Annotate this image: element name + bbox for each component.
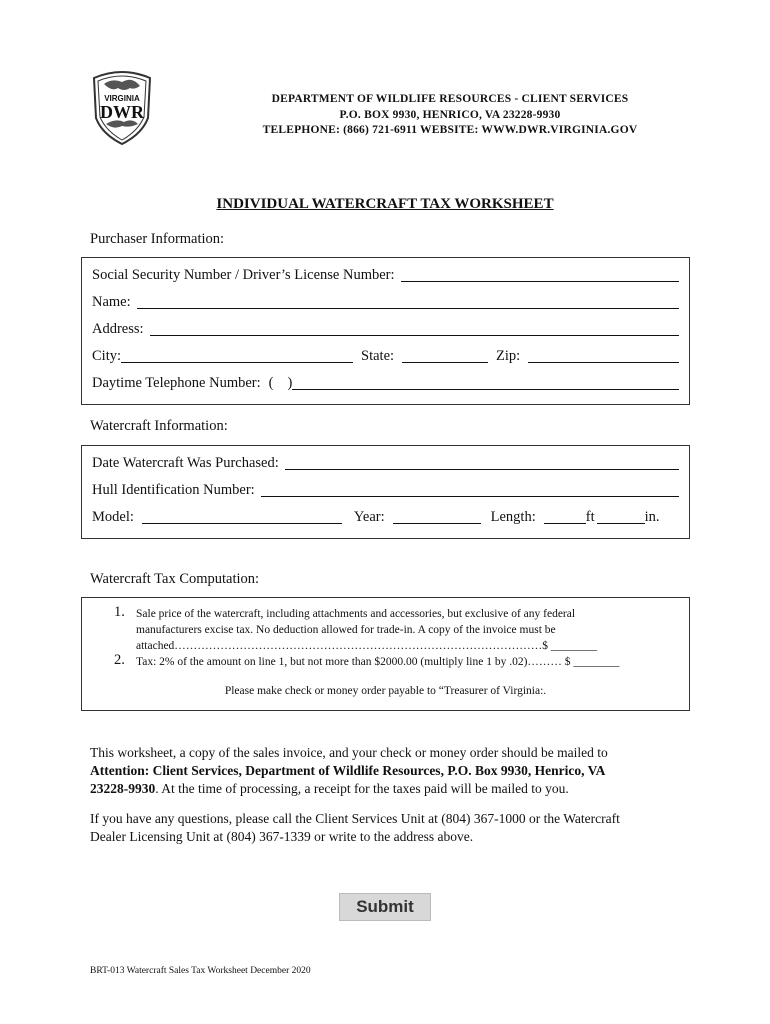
- mailing-text-d: . At the time of processing, a receipt for the taxes paid will be mailed to you.: [155, 781, 569, 796]
- item-1-number: 1.: [114, 604, 125, 620]
- item-1-line-1: Sale price of the watercraft, including attachments and accessories, but exclusive of any federal: [136, 608, 576, 620]
- year-label: Year:: [353, 509, 385, 525]
- name-label: Name:: [92, 294, 131, 310]
- purchase-date-field[interactable]: [285, 455, 679, 470]
- phone-field[interactable]: [292, 375, 679, 390]
- state-field[interactable]: [402, 348, 488, 363]
- model-field[interactable]: [142, 509, 342, 524]
- header-line-2: P.O. BOX 9930, HENRICO, VA 23228-9930: [339, 109, 561, 121]
- mailing-zip: 23228-9930: [90, 781, 156, 796]
- item-1-line-2: manufacturers excise tax. No deduction allowed for trade-in. A copy of the invoice must be: [136, 624, 556, 636]
- tax-box: [81, 597, 690, 711]
- logo-main-text: DWR: [100, 102, 144, 122]
- ft-label: ft: [585, 509, 595, 525]
- phone-close-paren: ): [287, 375, 293, 391]
- header-line-1: DEPARTMENT OF WILDLIFE RESOURCES - CLIENT SERVICES: [271, 93, 629, 105]
- length-label: Length:: [490, 509, 536, 525]
- hull-id-field[interactable]: [261, 482, 679, 497]
- address-label: Address:: [92, 321, 144, 337]
- mailing-paragraph: [90, 744, 690, 798]
- header-line-3: TELEPHONE: (866) 721-6911 WEBSITE: WWW.DWR.VIRGINIA.GOV: [262, 124, 638, 136]
- name-field[interactable]: [137, 294, 679, 309]
- item-1-line-3[interactable]: attached……………………………………………………………………………………$ ________: [136, 640, 597, 652]
- model-label: Model:: [92, 509, 134, 525]
- year-field[interactable]: [393, 509, 481, 524]
- questions-paragraph: [90, 810, 690, 846]
- purchase-date-label: Date Watercraft Was Purchased:: [92, 455, 279, 471]
- watercraft-heading: Watercraft Information:: [90, 418, 228, 434]
- logo-top-text: VIRGINIA: [104, 94, 140, 103]
- hull-id-label: Hull Identification Number:: [92, 482, 255, 498]
- zip-field[interactable]: [528, 348, 679, 363]
- item-2-number: 2.: [114, 652, 125, 668]
- city-field[interactable]: [121, 348, 353, 363]
- footer-form-id: BRT-013 Watercraft Sales Tax Worksheet December 2020: [90, 966, 311, 976]
- tax-heading: Watercraft Tax Computation:: [90, 571, 260, 587]
- length-ft-field[interactable]: [544, 509, 586, 524]
- questions-line-1: If you have any questions, please call the Client Services Unit at (804) 367-1000 or the Watercraft: [90, 811, 620, 826]
- state-label: State:: [361, 348, 395, 364]
- phone-open-paren: (: [268, 375, 274, 391]
- dwr-logo: [90, 68, 154, 146]
- phone-label: Daytime Telephone Number:: [92, 375, 261, 391]
- questions-line-2: Dealer Licensing Unit at (804) 367-1339 or write to the address above.: [90, 829, 474, 844]
- ssn-label: Social Security Number / Driver’s License Number:: [92, 267, 395, 283]
- address-field[interactable]: [150, 321, 679, 336]
- watercraft-box: [81, 445, 690, 539]
- zip-label: Zip:: [496, 348, 521, 364]
- page-title: INDIVIDUAL WATERCRAFT TAX WORKSHEET: [216, 196, 554, 212]
- ssn-field[interactable]: [401, 267, 679, 282]
- length-in-field[interactable]: [597, 509, 645, 524]
- purchaser-box: [81, 257, 690, 405]
- mailing-attention: Attention: Client Services, Department of Wildlife Resources, P.O. Box 9930, Henrico, VA: [90, 763, 606, 778]
- submit-button[interactable]: Submit: [339, 893, 431, 921]
- purchaser-heading: Purchaser Information:: [90, 231, 225, 247]
- mailing-text-a: This worksheet, a copy of the sales invoice, and your check or money order should be mailed to: [90, 745, 608, 760]
- in-label: in.: [644, 509, 660, 525]
- payable-note: Please make check or money order payable to “Treasurer of Virginia:.: [224, 685, 547, 697]
- item-2-text[interactable]: Tax: 2% of the amount on line 1, but not more than $2000.00 (multiply line 1 by .02)……… $ ________: [136, 656, 620, 668]
- city-label: City:: [92, 348, 122, 364]
